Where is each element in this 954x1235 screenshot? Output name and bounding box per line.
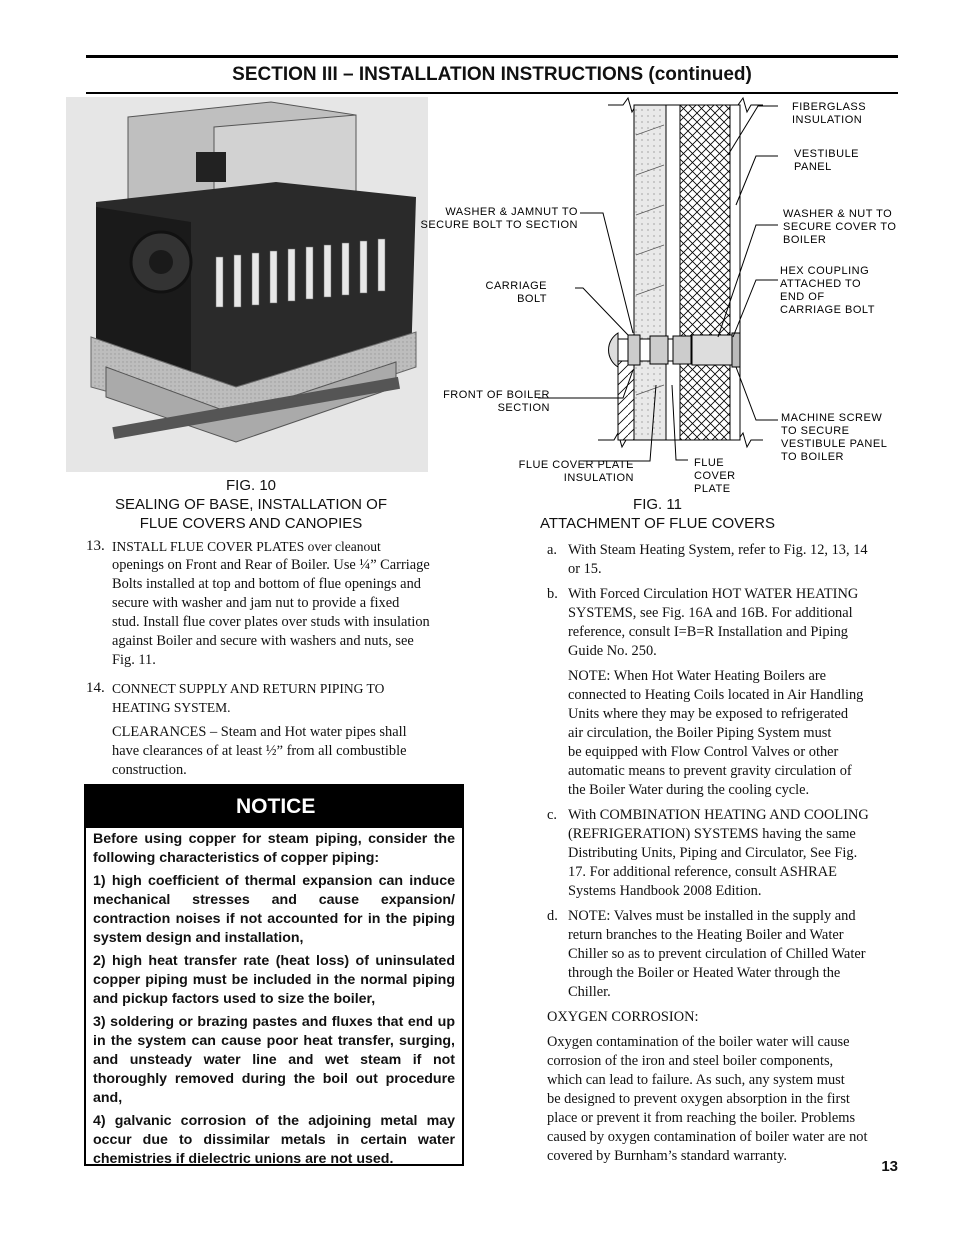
callout-washer-nut: WASHER & NUT TO (783, 208, 893, 220)
section-header (86, 55, 898, 94)
item-c-line: (REFRIGERATION) SYSTEMS having the same (568, 826, 856, 842)
step-13-line: Bolts installed at top and bottom of flue openings and (112, 576, 421, 592)
oxygen-line: covered by Burnham’s standard warranty. (547, 1148, 788, 1164)
item-d-line: Chiller. (568, 984, 611, 1000)
callout-carriage-bolt: CARRIAGE (485, 280, 547, 292)
notice-body (86, 828, 462, 1169)
oxygen-paragraph (547, 1033, 907, 1166)
callout-washer-nut-3: BOILER (783, 234, 827, 246)
note-line: air circulation, the Boiler Piping System must (568, 725, 832, 741)
oxygen-line: be designed to prevent oxygen absorption in the first (547, 1091, 850, 1107)
callout-machine-screw-2: TO SECURE (781, 425, 850, 437)
item-d-line: through the Boiler or Heated Water through the (568, 965, 841, 981)
clearances-line: CLEARANCES – Steam and Hot water pipes shall (112, 724, 407, 740)
oxygen-line: caused by oxygen contamination of boiler water are not (547, 1129, 868, 1145)
note-line: NOTE: When Hot Water Heating Boilers are (568, 668, 827, 684)
callout-washer-jamnut: WASHER & JAMNUT TO (445, 206, 578, 218)
callout-machine-screw-4: TO BOILER (781, 451, 844, 463)
notice-title: NOTICE (86, 786, 462, 828)
item-c-line: 17. For additional reference, consult ASHRAE (568, 864, 837, 880)
step-14-line: HEATING SYSTEM. (112, 700, 231, 715)
step-13 (86, 537, 466, 670)
callout-flue-cover-plate: FLUE (694, 457, 725, 469)
callout-washer-nut-2: SECURE COVER TO (783, 221, 897, 233)
step-13-line: INSTALL FLUE COVER PLATES over cleanout (112, 539, 381, 554)
item-label: b. (547, 586, 558, 602)
step-13-line: against Boiler and secure with washers and nuts, see (112, 633, 414, 649)
notice-item: 3) soldering or brazing pastes and fluxes that end up in the system can cause poor heat transfer, surging, and unsteady water line and wet steam if not thoroughly removed during the boil out procedure and, (93, 1014, 455, 1106)
item-label: a. (547, 542, 557, 558)
item-b-line: Guide No. 250. (568, 643, 657, 659)
callout-hex-coupling-2: ATTACHED TO (780, 278, 862, 290)
fig10-caption (86, 476, 416, 533)
clearances-line: have clearances of at least ½” from all combustible (112, 743, 407, 759)
item-a-line: or 15. (568, 561, 602, 577)
item-b-line: reference, consult I=B=R Installation and Piping (568, 624, 848, 640)
fig10-caption-line2: FLUE COVERS AND CANOPIES (139, 515, 363, 532)
item-d-line: NOTE: Valves must be installed in the supply and (568, 908, 856, 924)
callout-flue-insulation: FLUE COVER PLATE (518, 459, 634, 471)
note-line: Units where they may be exposed to refrigerated (568, 706, 849, 722)
item-d (547, 907, 907, 1002)
callout-machine-screw: MACHINE SCREW (781, 412, 883, 424)
item-b (547, 585, 907, 800)
callout-fiberglass-2: INSULATION (792, 114, 863, 126)
oxygen-line: Oxygen contamination of the boiler water will cause (547, 1034, 850, 1050)
oxygen-line: place or prevent it from reaching the boiler. Problems (547, 1110, 856, 1126)
fig11-caption-text: ATTACHMENT OF FLUE COVERS (539, 515, 776, 532)
note-line: be equipped with Flow Control Valves or other (568, 744, 839, 760)
callout-flue-insulation-2: INSULATION (563, 472, 634, 484)
callout-front-of-boiler-2: SECTION (497, 402, 550, 414)
clearances-line: construction. (112, 762, 187, 778)
step-13-line: openings on Front and Rear of Boiler. Use ¼” Carriage (112, 557, 430, 573)
page-number: 13 (881, 1158, 898, 1175)
item-b-line: SYSTEMS, see Fig. 16A and 16B. For additional (568, 605, 853, 621)
fig10-label: FIG. 10 (225, 477, 277, 494)
callout-fiberglass: FIBERGLASS (792, 101, 867, 113)
notice-item: 4) galvanic corrosion of the adjoining metal may occur due to dissimilar metals in certain water chemistries if dielectric unions are not used. (93, 1113, 455, 1167)
callout-hex-coupling: HEX COUPLING (780, 265, 870, 277)
callout-flue-cover-plate-3: PLATE (694, 483, 731, 495)
note-line: the Boiler Water during the cooling cycle. (568, 782, 810, 798)
callout-vestibule-2: PANEL (794, 161, 832, 173)
item-a-line: With Steam Heating System, refer to Fig. 12, 13, 14 (568, 542, 868, 558)
boiler-photo (66, 97, 428, 472)
notice-intro: Before using copper for steam piping, consider the following characteristics of copper piping: (93, 831, 455, 866)
note-line: automatic means to prevent gravity circulation of (568, 763, 852, 779)
item-c-line: Distributing Units, Piping and Circulator, See Fig. (568, 845, 858, 861)
callout-carriage-bolt-2: BOLT (517, 293, 547, 305)
fig10-caption-line1: SEALING OF BASE, INSTALLATION OF (114, 496, 387, 513)
flue-cover-diagram (418, 95, 908, 495)
step-number: 14. (86, 680, 105, 696)
callout-machine-screw-3: VESTIBULE PANEL (781, 438, 888, 450)
fig11-caption (520, 495, 795, 533)
callout-vestibule: VESTIBULE (794, 148, 860, 160)
item-label: d. (547, 908, 558, 924)
callout-flue-cover-plate-2: COVER (694, 470, 736, 482)
step-13-line: Fig. 11. (112, 652, 156, 668)
step-14 (86, 679, 466, 780)
fig11-label: FIG. 11 (633, 496, 682, 513)
item-c (547, 806, 907, 901)
item-b-line: With Forced Circulation HOT WATER HEATING (568, 586, 859, 602)
item-c-line: With COMBINATION HEATING AND COOLING (568, 807, 869, 823)
callout-hex-coupling-3: END OF (780, 291, 825, 303)
item-c-line: Systems Handbook 2008 Edition. (568, 883, 762, 899)
section-title: SECTION III – INSTALLATION INSTRUCTIONS (continued) (232, 64, 752, 85)
step-13-line: secure with washer and jam nut to provide a fixed (112, 595, 400, 611)
item-a (547, 541, 907, 579)
callout-washer-jamnut-2: SECURE BOLT TO SECTION (420, 219, 578, 231)
oxygen-line: which can lead to failure. As such, any system must (547, 1072, 845, 1088)
callout-front-of-boiler: FRONT OF BOILER (443, 389, 550, 401)
item-label: c. (547, 807, 557, 823)
step-14-line: CONNECT SUPPLY AND RETURN PIPING TO (112, 681, 385, 696)
step-13-line: stud. Install flue cover plates over studs with insulation (112, 614, 430, 630)
oxygen-heading: OXYGEN CORROSION: (547, 1009, 699, 1025)
item-d-line: return branches to the Heating Boiler and Water (568, 927, 844, 943)
notice-item: 1) high coefficient of thermal expansion can induce mechanical stresses and cause expansion/ contraction noises if not accounted for in the piping system design and installation, (93, 873, 455, 946)
notice-box (84, 784, 464, 1166)
right-column (547, 541, 907, 1166)
oxygen-line: corrosion of the iron and steel boiler components, (547, 1053, 834, 1069)
item-d-line: Chiller so as to prevent circulation of Chilled Water (568, 946, 866, 962)
step-number: 13. (86, 538, 105, 554)
note-line: connected to Heating Coils located in Air Handling (568, 687, 864, 703)
notice-item: 2) high heat transfer rate (heat loss) of uninsulated copper piping must be included in the normal piping and pickup factors used to size the boiler, (93, 953, 455, 1007)
callout-hex-coupling-4: CARRIAGE BOLT (780, 304, 875, 316)
